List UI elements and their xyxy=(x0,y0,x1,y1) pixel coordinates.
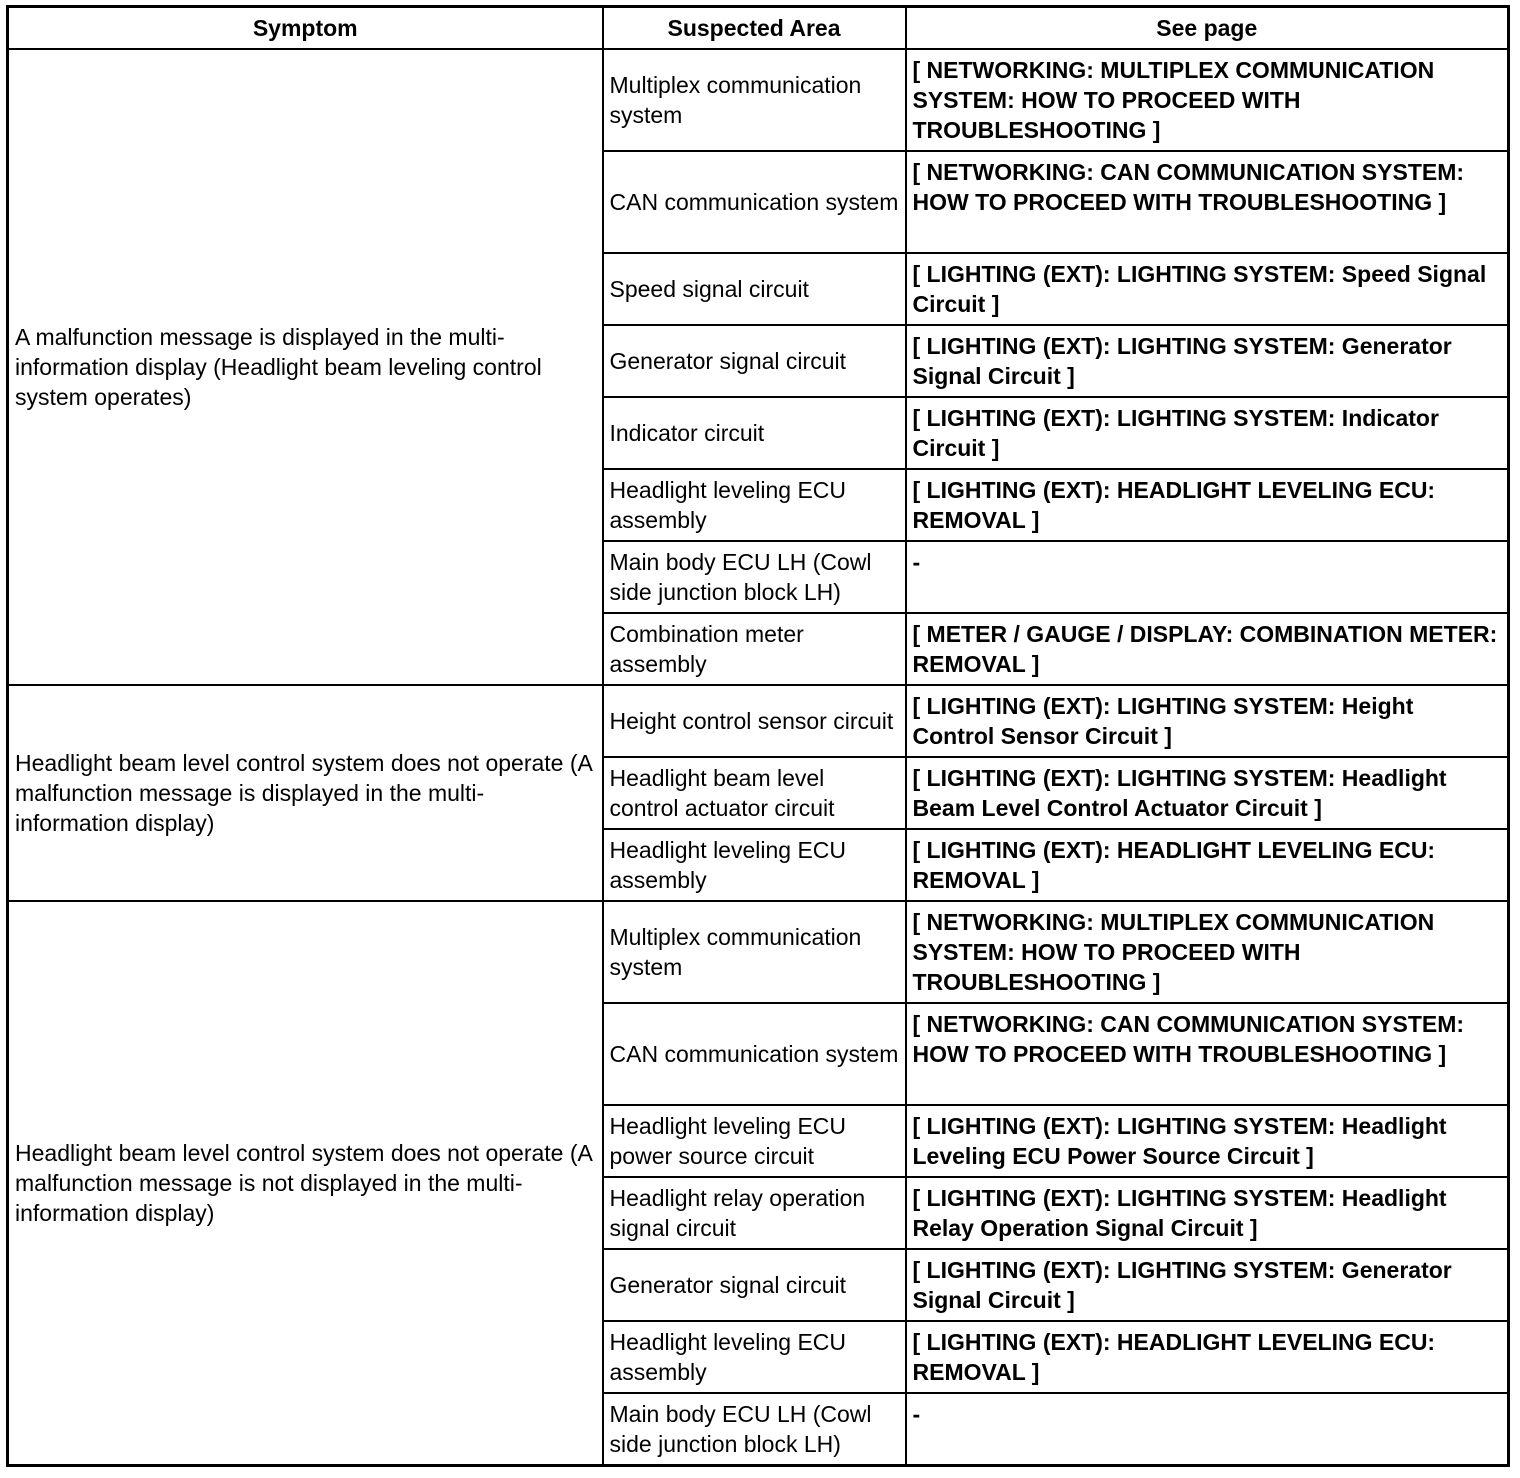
suspected-area-cell: Main body ECU LH (Cowl side junction block LH) xyxy=(603,541,906,613)
suspected-area-cell: Combination meter assembly xyxy=(603,613,906,685)
see-page-cell: - xyxy=(906,1393,1509,1466)
see-page-link[interactable]: [ METER / GAUGE / DISPLAY: COMBINATION METER: REMOVAL ] xyxy=(906,613,1509,685)
see-page-link[interactable]: [ LIGHTING (EXT): LIGHTING SYSTEM: Generator Signal Circuit ] xyxy=(906,1249,1509,1321)
table-row xyxy=(8,685,1509,757)
suspected-area-cell: Headlight leveling ECU assembly xyxy=(603,829,906,901)
table-row xyxy=(8,49,1509,151)
suspected-area-cell: Indicator circuit xyxy=(603,397,906,469)
see-page-link[interactable]: [ NETWORKING: MULTIPLEX COMMUNICATION SYSTEM: HOW TO PROCEED WITH TROUBLESHOOTING ] xyxy=(906,49,1509,151)
symptom-cell: A malfunction message is displayed in the multi-information display (Headlight beam leveling control system operates) xyxy=(8,49,603,685)
suspected-area-cell: Headlight leveling ECU assembly xyxy=(603,1321,906,1393)
symptom-cell: Headlight beam level control system does not operate (A malfunction message is not displayed in the multi-information display) xyxy=(8,901,603,1466)
suspected-area-cell: CAN communication system xyxy=(603,151,906,253)
header-see-page: See page xyxy=(906,7,1509,50)
suspected-area-cell: Headlight leveling ECU power source circuit xyxy=(603,1105,906,1177)
see-page-link[interactable]: [ NETWORKING: CAN COMMUNICATION SYSTEM: HOW TO PROCEED WITH TROUBLESHOOTING ] xyxy=(906,151,1509,253)
see-page-link[interactable]: [ LIGHTING (EXT): LIGHTING SYSTEM: Height Control Sensor Circuit ] xyxy=(906,685,1509,757)
suspected-area-cell: Speed signal circuit xyxy=(603,253,906,325)
header-row xyxy=(8,7,1509,50)
see-page-link[interactable]: [ LIGHTING (EXT): LIGHTING SYSTEM: Headlight Beam Level Control Actuator Circuit ] xyxy=(906,757,1509,829)
see-page-link[interactable]: [ LIGHTING (EXT): LIGHTING SYSTEM: Generator Signal Circuit ] xyxy=(906,325,1509,397)
see-page-link[interactable]: [ LIGHTING (EXT): LIGHTING SYSTEM: Indicator Circuit ] xyxy=(906,397,1509,469)
symptom-cell: Headlight beam level control system does not operate (A malfunction message is displayed in the multi-information display) xyxy=(8,685,603,901)
see-page-link[interactable]: [ LIGHTING (EXT): HEADLIGHT LEVELING ECU: REMOVAL ] xyxy=(906,1321,1509,1393)
suspected-area-cell: Generator signal circuit xyxy=(603,1249,906,1321)
header-suspected-area: Suspected Area xyxy=(603,7,906,50)
troubleshooting-table xyxy=(6,5,1510,1467)
suspected-area-cell: CAN communication system xyxy=(603,1003,906,1105)
suspected-area-cell: Multiplex communication system xyxy=(603,49,906,151)
suspected-area-cell: Headlight beam level control actuator circuit xyxy=(603,757,906,829)
see-page-link[interactable]: [ LIGHTING (EXT): HEADLIGHT LEVELING ECU: REMOVAL ] xyxy=(906,829,1509,901)
header-symptom: Symptom xyxy=(8,7,603,50)
suspected-area-cell: Headlight leveling ECU assembly xyxy=(603,469,906,541)
see-page-link[interactable]: [ NETWORKING: CAN COMMUNICATION SYSTEM: HOW TO PROCEED WITH TROUBLESHOOTING ] xyxy=(906,1003,1509,1105)
table-row xyxy=(8,901,1509,1003)
suspected-area-cell: Headlight relay operation signal circuit xyxy=(603,1177,906,1249)
see-page-cell: - xyxy=(906,541,1509,613)
see-page-link[interactable]: [ NETWORKING: MULTIPLEX COMMUNICATION SYSTEM: HOW TO PROCEED WITH TROUBLESHOOTING ] xyxy=(906,901,1509,1003)
suspected-area-cell: Main body ECU LH (Cowl side junction block LH) xyxy=(603,1393,906,1466)
suspected-area-cell: Height control sensor circuit xyxy=(603,685,906,757)
suspected-area-cell: Generator signal circuit xyxy=(603,325,906,397)
see-page-link[interactable]: [ LIGHTING (EXT): LIGHTING SYSTEM: Headlight Relay Operation Signal Circuit ] xyxy=(906,1177,1509,1249)
suspected-area-cell: Multiplex communication system xyxy=(603,901,906,1003)
see-page-link[interactable]: [ LIGHTING (EXT): LIGHTING SYSTEM: Headlight Leveling ECU Power Source Circuit ] xyxy=(906,1105,1509,1177)
see-page-link[interactable]: [ LIGHTING (EXT): HEADLIGHT LEVELING ECU: REMOVAL ] xyxy=(906,469,1509,541)
see-page-link[interactable]: [ LIGHTING (EXT): LIGHTING SYSTEM: Speed Signal Circuit ] xyxy=(906,253,1509,325)
